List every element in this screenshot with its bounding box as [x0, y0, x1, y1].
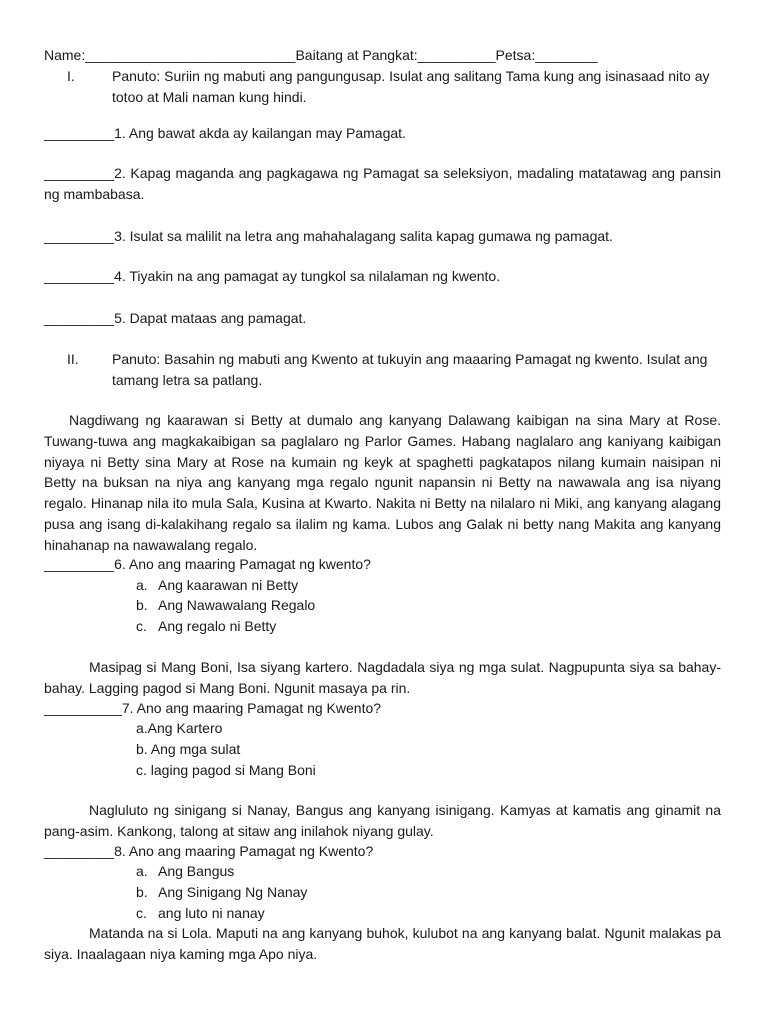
- q8-option-c: c. ang luto ni nanay: [136, 905, 265, 921]
- item-3: _________3. Isulat sa malilit na letra ang mahahalagang salita kapag gumawa ng pamagat.: [44, 228, 613, 244]
- q6-option-b: b. Ang Nawawalang Regalo: [136, 597, 316, 613]
- section-2-number: II.: [67, 351, 79, 367]
- item-2: _________2. Kapag maganda ang pagkagawa ng Pamagat sa seleksiyon, madaling matatawag ang pansin ng mambabasa.: [44, 165, 721, 202]
- section-1-instruction: Panuto: Suriin ng mabuti ang pangungusap. Isulat ang salitang Tama kung ang isinasaad nito ay totoo at Mali naman kung hindi.: [112, 68, 710, 105]
- question-7: __________7. Ano ang maaring Pamagat ng Kwento?: [44, 700, 382, 716]
- q7-option-a: a.Ang Kartero: [136, 720, 223, 736]
- question-6: _________6. Ano ang maaring Pamagat ng kwento?: [44, 556, 371, 572]
- story-1: Nagdiwang ng kaarawan si Betty at dumalo ang kanyang Dalawang kaibigan na sina Mary at Rose. Tuwang-tuwa ang magkakaibigan sa paglalaro ng Parlor Games. Habang naglalaro ang kaniyang kaibigan niyaya ni Betty sina Mary at Rose na kumain ng keyk at spaghetti pagkatapos nilang kumain naisipan ni Betty na buksan na niya ang kanyang mga regalo ngunit napansin ni Betty na nawawala ang isa niyang regalo. Hinanap nila ito mula Sala, Kusina at Kwarto. Nakita ni Betty na nilalaro ni Miki, ang kanyang alagang pusa ang isang di-kalakihang regalo sa ilalim ng kama. Lubos ang Galak ni betty nang Makita ang kanyang hinahanap na nawawalang regalo.: [44, 412, 721, 553]
- item-5: _________5. Dapat mataas ang pamagat.: [44, 310, 307, 326]
- header-line: Name:___________________________Baitang at Pangkat:__________Petsa:________: [44, 47, 598, 63]
- q8-option-a: a. Ang Bangus: [136, 863, 235, 879]
- story-2: Masipag si Mang Boni, Isa siyang kartero. Nagdadala siya ng mga sulat. Nagpupunta siya sa bahay-bahay. Lagging pagod si Mang Boni. Ngunit masaya pa rin.: [44, 659, 721, 696]
- story-3: Nagluluto ng sinigang si Nanay, Bangus ang kanyang isinigang. Kamyas at kamatis ang ginamit na pang-asim. Kankong, talong at sitaw ang inilahok niyang gulay.: [44, 802, 721, 839]
- item-4: _________4. Tiyakin na ang pamagat ay tungkol sa nilalaman ng kwento.: [44, 268, 501, 284]
- q7-option-b: b. Ang mga sulat: [136, 741, 241, 757]
- question-8: _________8. Ano ang maaring Pamagat ng Kwento?: [44, 843, 374, 859]
- q7-option-c: c. laging pagod si Mang Boni: [136, 762, 316, 778]
- story-4: Matanda na si Lola. Maputi na ang kanyang buhok, kulubot na ang kanyang balat. Ngunit malakas pa siya. Inaalagaan niya kaming mga Apo niya.: [44, 925, 721, 962]
- q6-option-c: c. Ang regalo ni Betty: [136, 618, 277, 634]
- section-1-number: I.: [67, 68, 75, 84]
- section-2-instruction: Panuto: Basahin ng mabuti ang Kwento at tukuyin ang maaaring Pamagat ng kwento. Isulat ang tamang letra sa patlang.: [112, 351, 708, 388]
- q8-option-b: b. Ang Sinigang Ng Nanay: [136, 884, 308, 900]
- item-1: _________1. Ang bawat akda ay kailangan may Pamagat.: [44, 125, 406, 141]
- q6-option-a: a. Ang kaarawan ni Betty: [136, 577, 299, 593]
